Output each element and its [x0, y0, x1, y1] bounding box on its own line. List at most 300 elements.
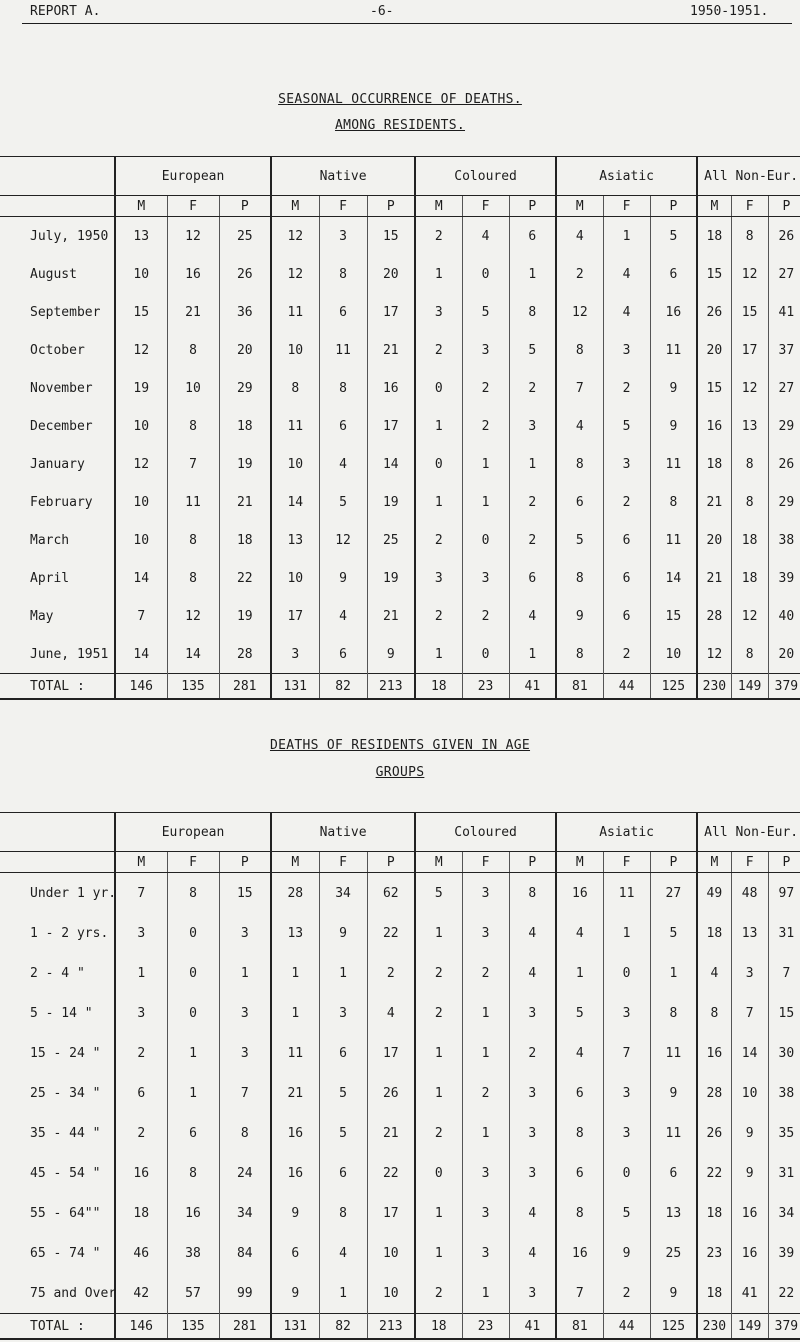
data-cell: 41 [509, 1314, 556, 1340]
data-cell: 10 [115, 521, 167, 559]
data-cell: 8 [167, 331, 219, 369]
data-cell: 7 [167, 445, 219, 483]
row-label: 2 - 4 " [30, 965, 85, 981]
row-label: January [30, 456, 85, 472]
data-cell: 1 [319, 1273, 367, 1314]
table-row [0, 1113, 800, 1153]
column-header: M [556, 852, 603, 873]
data-cell: 213 [367, 1314, 415, 1340]
data-cell: 8 [319, 255, 367, 293]
data-cell: 5 [650, 913, 697, 953]
data-cell: 3 [415, 559, 462, 597]
data-cell: 4 [556, 407, 603, 445]
data-cell: 2 [415, 953, 462, 993]
data-cell: 0 [462, 255, 509, 293]
row-label: October [30, 342, 85, 358]
data-cell: 20 [697, 331, 731, 369]
column-header: P [768, 852, 800, 873]
table-row [0, 953, 800, 993]
data-cell: 14 [271, 483, 319, 521]
table-row [0, 521, 800, 559]
data-cell: 15 [650, 597, 697, 635]
data-cell: 8 [556, 1193, 603, 1233]
data-cell: 22 [697, 1153, 731, 1193]
data-cell: 0 [462, 635, 509, 674]
data-cell: 9 [650, 1073, 697, 1113]
data-cell: 39 [768, 559, 800, 597]
data-cell: 26 [697, 293, 731, 331]
data-cell: 10 [271, 331, 319, 369]
report-label: REPORT A. [30, 4, 101, 19]
data-cell: 27 [768, 255, 800, 293]
data-cell: 19 [115, 369, 167, 407]
data-cell: 21 [697, 483, 731, 521]
column-header: F [167, 196, 219, 217]
data-cell: 12 [167, 597, 219, 635]
table-row [0, 873, 800, 914]
group-header: Native [271, 157, 415, 196]
data-cell: 3 [115, 913, 167, 953]
data-cell: 3 [509, 993, 556, 1033]
group-header: Native [271, 813, 415, 852]
data-cell: 29 [768, 407, 800, 445]
data-cell: 2 [509, 483, 556, 521]
group-header: Asiatic [556, 157, 697, 196]
group-header: All Non-Eur. [697, 157, 800, 196]
data-cell: 34 [319, 873, 367, 914]
data-cell: 11 [271, 407, 319, 445]
data-cell: 11 [319, 331, 367, 369]
table-row [0, 597, 800, 635]
data-cell: 5 [319, 1113, 367, 1153]
data-cell: 6 [650, 1153, 697, 1193]
row-label: December [30, 418, 93, 434]
data-cell: 3 [462, 1233, 509, 1273]
data-cell: 149 [731, 1314, 768, 1340]
data-cell: 6 [556, 483, 603, 521]
header-rule [22, 23, 792, 24]
data-cell: 0 [415, 445, 462, 483]
data-cell: 81 [556, 1314, 603, 1340]
data-cell: 3 [603, 445, 650, 483]
data-cell: 15 [367, 217, 415, 256]
data-cell: 20 [768, 635, 800, 674]
data-cell: 10 [650, 635, 697, 674]
data-cell: 20 [697, 521, 731, 559]
data-cell: 9 [731, 1113, 768, 1153]
corner-cell [0, 813, 115, 852]
report-year: 1950-1951. [690, 4, 769, 19]
data-cell: 16 [650, 293, 697, 331]
data-cell: 3 [319, 217, 367, 256]
data-cell: 2 [462, 1073, 509, 1113]
column-header: F [167, 852, 219, 873]
data-cell: 13 [650, 1193, 697, 1233]
data-cell: 11 [167, 483, 219, 521]
data-cell: 1 [462, 1033, 509, 1073]
table-row [0, 913, 800, 953]
row-label: 25 - 34 " [30, 1085, 101, 1101]
data-cell: 23 [462, 1314, 509, 1340]
data-cell: 11 [650, 445, 697, 483]
data-cell: 8 [319, 369, 367, 407]
column-header: M [415, 852, 462, 873]
data-cell: 16 [167, 1193, 219, 1233]
data-cell: 18 [697, 1193, 731, 1233]
column-header: P [219, 196, 271, 217]
data-cell: 18 [697, 217, 731, 256]
data-cell: 18 [731, 521, 768, 559]
data-cell: 3 [509, 1153, 556, 1193]
data-cell: 0 [603, 1153, 650, 1193]
data-cell: 15 [731, 293, 768, 331]
data-cell: 17 [367, 1033, 415, 1073]
data-cell: 1 [219, 953, 271, 993]
data-cell: 10 [115, 483, 167, 521]
data-cell: 6 [556, 1073, 603, 1113]
data-cell: 2 [415, 217, 462, 256]
data-cell: 14 [367, 445, 415, 483]
data-cell: 4 [603, 293, 650, 331]
data-cell: 21 [219, 483, 271, 521]
data-cell: 3 [462, 559, 509, 597]
data-cell: 8 [167, 407, 219, 445]
data-cell: 18 [115, 1193, 167, 1233]
data-cell: 146 [115, 674, 167, 700]
data-cell: 2 [415, 521, 462, 559]
table-row [0, 217, 800, 256]
data-cell: 8 [319, 1193, 367, 1233]
data-cell: 13 [271, 913, 319, 953]
data-cell: 3 [462, 1153, 509, 1193]
data-cell: 14 [167, 635, 219, 674]
data-cell: 16 [271, 1113, 319, 1153]
data-cell: 9 [319, 913, 367, 953]
data-cell: 19 [367, 559, 415, 597]
data-cell: 1 [415, 913, 462, 953]
data-cell: 4 [556, 217, 603, 256]
data-cell: 7 [556, 369, 603, 407]
data-cell: 16 [731, 1233, 768, 1273]
data-cell: 4 [509, 913, 556, 953]
data-cell: 2 [603, 369, 650, 407]
data-cell: 16 [731, 1193, 768, 1233]
table-row [0, 559, 800, 597]
corner-cell [0, 196, 115, 217]
data-cell: 3 [509, 1273, 556, 1314]
data-cell: 12 [319, 521, 367, 559]
data-cell: 8 [556, 1113, 603, 1153]
data-cell: 19 [219, 445, 271, 483]
data-cell: 5 [556, 993, 603, 1033]
data-cell: 4 [509, 1193, 556, 1233]
data-cell: 3 [219, 1033, 271, 1073]
data-cell: 1 [415, 635, 462, 674]
data-cell: 21 [367, 331, 415, 369]
data-cell: 29 [219, 369, 271, 407]
data-cell: 41 [509, 674, 556, 700]
data-cell: 10 [731, 1073, 768, 1113]
data-cell: 8 [167, 559, 219, 597]
data-cell: 6 [556, 1153, 603, 1193]
row-label: 55 - 64"" [30, 1205, 101, 1221]
data-cell: 42 [115, 1273, 167, 1314]
data-cell: 4 [319, 445, 367, 483]
data-cell: 3 [415, 293, 462, 331]
data-cell: 36 [219, 293, 271, 331]
table-row [0, 369, 800, 407]
data-cell: 12 [731, 597, 768, 635]
data-cell: 12 [556, 293, 603, 331]
column-header: M [115, 196, 167, 217]
data-cell: 2 [509, 521, 556, 559]
data-cell: 23 [697, 1233, 731, 1273]
data-cell: 18 [697, 445, 731, 483]
seasonal-deaths-table [0, 156, 800, 700]
data-cell: 3 [603, 1113, 650, 1153]
data-cell: 4 [367, 993, 415, 1033]
table-row [0, 445, 800, 483]
data-cell: 9 [319, 559, 367, 597]
group-header: European [115, 813, 271, 852]
data-cell: 81 [556, 674, 603, 700]
data-cell: 3 [115, 993, 167, 1033]
data-cell: 8 [556, 445, 603, 483]
data-cell: 0 [415, 369, 462, 407]
row-label: TOTAL : [0, 674, 115, 700]
data-cell: 146 [115, 1314, 167, 1340]
data-cell: 16 [697, 407, 731, 445]
data-cell: 1 [415, 483, 462, 521]
data-cell: 8 [731, 483, 768, 521]
column-header: F [603, 852, 650, 873]
data-cell: 2 [462, 407, 509, 445]
data-cell: 84 [219, 1233, 271, 1273]
data-cell: 19 [219, 597, 271, 635]
data-cell: 4 [319, 1233, 367, 1273]
data-cell: 1 [650, 953, 697, 993]
data-cell: 15 [697, 369, 731, 407]
data-cell: 7 [115, 597, 167, 635]
column-header: P [219, 852, 271, 873]
page-header [0, 4, 800, 64]
column-header: F [462, 196, 509, 217]
data-cell: 39 [768, 1233, 800, 1273]
data-cell: 26 [768, 445, 800, 483]
data-cell: 41 [731, 1273, 768, 1314]
data-cell: 28 [697, 597, 731, 635]
data-cell: 13 [115, 217, 167, 256]
row-label: May [30, 608, 54, 624]
data-cell: 2 [603, 1273, 650, 1314]
data-cell: 1 [603, 217, 650, 256]
data-cell: 49 [697, 873, 731, 914]
data-cell: 9 [367, 635, 415, 674]
data-cell: 8 [731, 217, 768, 256]
data-cell: 1 [509, 255, 556, 293]
table-row [0, 635, 800, 674]
column-header: P [509, 196, 556, 217]
data-cell: 10 [367, 1273, 415, 1314]
data-cell: 18 [697, 1273, 731, 1314]
table-row [0, 293, 800, 331]
data-cell: 12 [271, 217, 319, 256]
data-cell: 4 [509, 597, 556, 635]
data-cell: 2 [367, 953, 415, 993]
data-cell: 20 [219, 331, 271, 369]
data-cell: 24 [219, 1153, 271, 1193]
data-cell: 7 [731, 993, 768, 1033]
data-cell: 1 [603, 913, 650, 953]
data-cell: 9 [271, 1273, 319, 1314]
column-header: P [768, 196, 800, 217]
data-cell: 8 [271, 369, 319, 407]
data-cell: 1 [415, 255, 462, 293]
data-cell: 1 [462, 1113, 509, 1153]
data-cell: 135 [167, 674, 219, 700]
data-cell: 13 [731, 913, 768, 953]
data-cell: 37 [768, 331, 800, 369]
data-cell: 0 [167, 913, 219, 953]
group-header: Coloured [415, 813, 556, 852]
data-cell: 4 [603, 255, 650, 293]
data-cell: 27 [768, 369, 800, 407]
table-row [0, 1073, 800, 1113]
data-cell: 15 [697, 255, 731, 293]
data-cell: 15 [115, 293, 167, 331]
row-label: 65 - 74 " [30, 1245, 101, 1261]
data-cell: 21 [167, 293, 219, 331]
total-row [0, 1314, 800, 1340]
data-cell: 7 [603, 1033, 650, 1073]
data-cell: 2 [603, 635, 650, 674]
data-cell: 17 [367, 1193, 415, 1233]
data-cell: 12 [731, 369, 768, 407]
data-cell: 0 [167, 993, 219, 1033]
data-cell: 22 [367, 1153, 415, 1193]
column-header: P [650, 852, 697, 873]
data-cell: 12 [731, 255, 768, 293]
data-cell: 3 [603, 1073, 650, 1113]
data-cell: 11 [271, 1033, 319, 1073]
data-cell: 12 [697, 635, 731, 674]
column-header: M [556, 196, 603, 217]
data-cell: 15 [219, 873, 271, 914]
data-cell: 3 [509, 1073, 556, 1113]
data-cell: 11 [650, 521, 697, 559]
total-row [0, 674, 800, 700]
data-cell: 6 [319, 407, 367, 445]
data-cell: 14 [731, 1033, 768, 1073]
column-header: F [462, 852, 509, 873]
data-cell: 281 [219, 1314, 271, 1340]
data-cell: 2 [415, 1273, 462, 1314]
data-cell: 48 [731, 873, 768, 914]
data-cell: 17 [367, 407, 415, 445]
data-cell: 16 [167, 255, 219, 293]
data-cell: 26 [367, 1073, 415, 1113]
data-cell: 29 [768, 483, 800, 521]
data-cell: 1 [415, 1033, 462, 1073]
data-cell: 131 [271, 674, 319, 700]
row-label: August [30, 266, 77, 282]
row-label: TOTAL : [0, 1314, 115, 1340]
data-cell: 99 [219, 1273, 271, 1314]
data-cell: 0 [462, 521, 509, 559]
data-cell: 17 [271, 597, 319, 635]
data-cell: 4 [462, 217, 509, 256]
data-cell: 125 [650, 674, 697, 700]
column-header: F [319, 196, 367, 217]
data-cell: 3 [219, 993, 271, 1033]
data-cell: 3 [319, 993, 367, 1033]
row-label: November [30, 380, 93, 396]
data-cell: 5 [650, 217, 697, 256]
data-cell: 6 [319, 1153, 367, 1193]
data-cell: 22 [367, 913, 415, 953]
data-cell: 230 [697, 674, 731, 700]
data-cell: 28 [697, 1073, 731, 1113]
data-cell: 2 [415, 1113, 462, 1153]
data-cell: 379 [768, 1314, 800, 1340]
data-cell: 8 [731, 445, 768, 483]
data-cell: 2 [415, 597, 462, 635]
data-cell: 2 [415, 993, 462, 1033]
data-cell: 6 [650, 255, 697, 293]
row-label: 1 - 2 yrs. [30, 925, 109, 941]
data-cell: 9 [603, 1233, 650, 1273]
data-cell: 230 [697, 1314, 731, 1340]
data-cell: 31 [768, 1153, 800, 1193]
data-cell: 3 [462, 873, 509, 914]
data-cell: 1 [462, 445, 509, 483]
data-cell: 12 [115, 445, 167, 483]
data-cell: 18 [219, 407, 271, 445]
section2-title: DEATHS OF RESIDENTS GIVEN IN AGE [269, 738, 531, 753]
data-cell: 3 [271, 635, 319, 674]
data-cell: 3 [219, 913, 271, 953]
table-row [0, 993, 800, 1033]
data-cell: 5 [556, 521, 603, 559]
data-cell: 22 [219, 559, 271, 597]
row-label: 35 - 44 " [30, 1125, 101, 1141]
data-cell: 8 [556, 635, 603, 674]
data-cell: 6 [509, 217, 556, 256]
row-label: 45 - 54 " [30, 1165, 101, 1181]
data-cell: 8 [731, 635, 768, 674]
column-header: P [367, 196, 415, 217]
data-cell: 0 [415, 1153, 462, 1193]
data-cell: 3 [509, 1113, 556, 1153]
data-cell: 14 [650, 559, 697, 597]
data-cell: 20 [367, 255, 415, 293]
data-cell: 12 [115, 331, 167, 369]
row-label: April [30, 570, 70, 586]
data-cell: 135 [167, 1314, 219, 1340]
table-row [0, 483, 800, 521]
data-cell: 281 [219, 674, 271, 700]
data-cell: 3 [731, 953, 768, 993]
data-cell: 97 [768, 873, 800, 914]
data-cell: 44 [603, 1314, 650, 1340]
data-cell: 1 [462, 483, 509, 521]
data-cell: 28 [219, 635, 271, 674]
data-cell: 1 [167, 1073, 219, 1113]
column-header: M [415, 196, 462, 217]
data-cell: 12 [167, 217, 219, 256]
data-cell: 22 [768, 1273, 800, 1314]
data-cell: 8 [219, 1113, 271, 1153]
